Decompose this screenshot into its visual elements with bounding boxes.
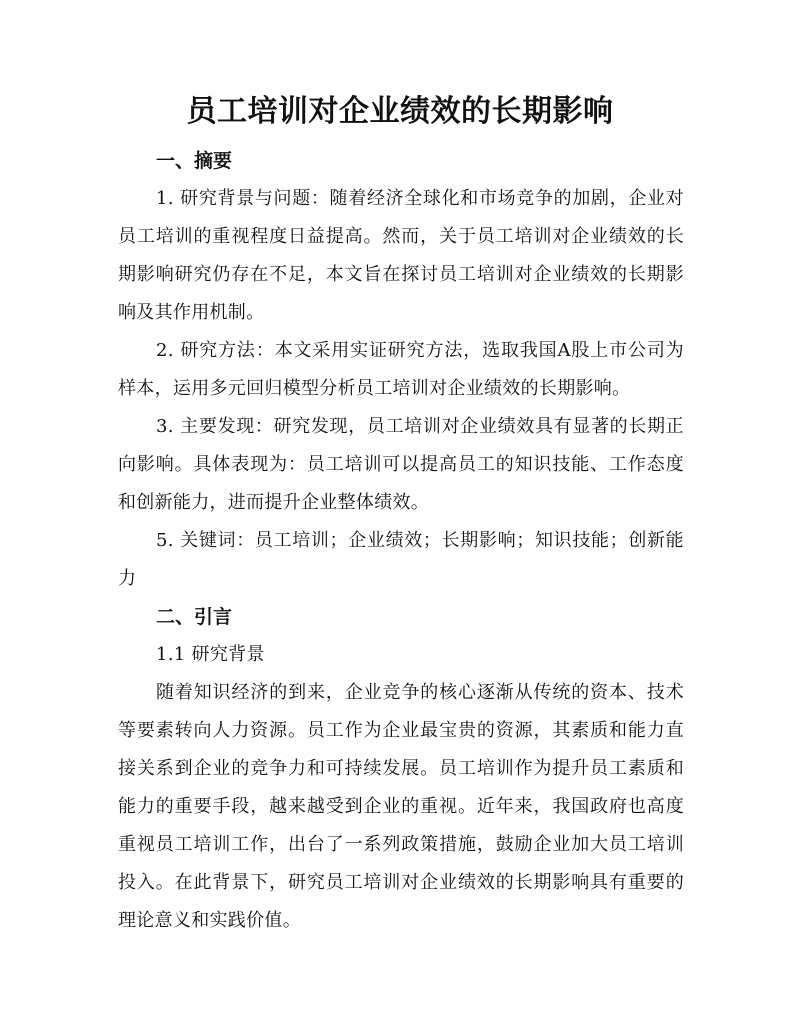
document-title: 员工培训对企业绩效的长期影响: [186, 94, 614, 129]
abstract-paragraph-keywords: 5. 关键词：员工培训；企业绩效；长期影响；知识技能；创新能力: [118, 530, 684, 589]
abstract-paragraph-findings: 3. 主要发现：研究发现，员工培训对企业绩效具有显著的长期正向影响。具体表现为：员工培训可以提高员工的知识技能、工作态度和创新能力，进而提升企业整体绩效。: [118, 416, 684, 513]
abstract-paragraph-method: 2. 研究方法：本文采用实证研究方法，选取我国A股上市公司为样本，运用多元回归模型分析员工培训对企业绩效的长期影响。: [118, 340, 684, 399]
section-heading-abstract: 一、摘要: [156, 150, 233, 172]
section-heading-introduction: 二、引言: [156, 606, 233, 628]
document-body: [118, 142, 684, 940]
abstract-paragraph-background: 1. 研究背景与问题：随着经济全球化和市场竞争的加剧，企业对员工培训的重视程度日益提高。然而，关于员工培训对企业绩效的长期影响研究仍存在不足，本文旨在探讨员工培训对企业绩效的长期影响及其作用机制。: [118, 188, 684, 323]
subsection-heading-background: 1.1 研究背景: [156, 644, 265, 665]
introduction-paragraph: 随着知识经济的到来，企业竞争的核心逐渐从传统的资本、技术等要素转向人力资源。员工作为企业最宝贵的资源，其素质和能力直接关系到企业的竞争力和可持续发展。员工培训作为提升员工素质和能力的重要手段，越来越受到企业的重视。近年来，我国政府也高度重视员工培训工作，出台了一系列政策措施，鼓励企业加大员工培训投入。在此背景下，研究员工培训对企业绩效的长期影响具有重要的理论意义和实践价值。: [118, 682, 684, 931]
